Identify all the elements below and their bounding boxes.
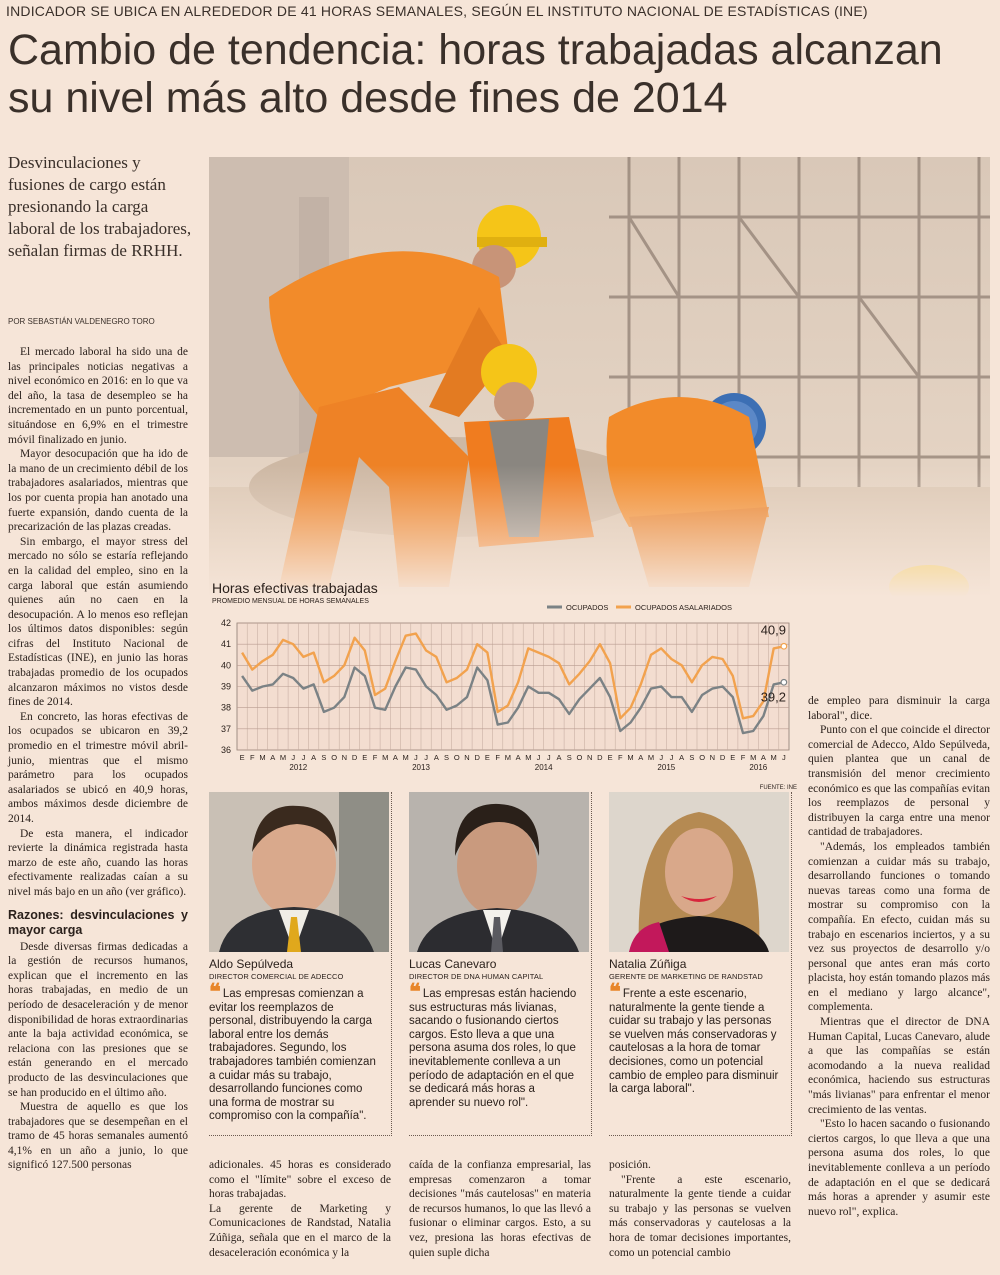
x-tick-label: D bbox=[351, 753, 358, 762]
paragraph: "Además, los empleados también comienzan a cuidar más su trabajo, desarrollando funciones o tomando nuevas tareas como una forma de mostrar su compromiso con la compañía. En efecto, cuidan más su trabajo en escenarios inciertos, y a su vez sus proyectos de desarrollo y/o personal que antes eran más corto placista, hoy están tomando plazos más en el mediano y largo alcance", complementa. bbox=[808, 840, 990, 1014]
dek: Desvinculaciones y fusiones de cargo están presionando la carga laboral de los trabajadores, señalan firmas de RRHH. bbox=[8, 153, 192, 260]
x-tick-label: A bbox=[311, 753, 317, 762]
bottom-column-2: adicionales. 45 horas es considerado como el "límite" sobre el exceso de horas trabajadas. La gerente de Marketing y Comunicaciones de Randstad, Natalia Zúñiga, señala que en el marco de la desaceleración económica y la bbox=[209, 1159, 391, 1259]
x-tick-label: S bbox=[566, 753, 572, 762]
paragraph: de empleo para disminuir la carga laboral", dice. bbox=[808, 695, 990, 722]
chart-legend bbox=[547, 603, 732, 612]
chart-plot bbox=[221, 618, 789, 772]
paragraph: Sin embargo, el mayor stress del mercado no sólo se estaría reflejando en la calidad del empleo, sino en la carga laboral que están asumiendo quienes aún no caen en la desocupación. A lo menos eso reflejan los últimos datos disponibles: según cifras del Instituto Nacional de Estadísticas (INE), en junio las horas trabajadas promedio de los ocupados alcanzaron máximos no vistos desde fines de 2014. bbox=[8, 535, 188, 709]
x-tick-label: J bbox=[291, 753, 296, 762]
paragraph: "Frente a este escenario, naturalmente la gente tiende a cuidar su trabajo y las personas se vuelven más conservadoras y cautelosas a la hora de tomar decisiones importantes, como un potencial cambio bbox=[609, 1173, 791, 1259]
x-tick-label: S bbox=[444, 753, 450, 762]
byline: POR SEBASTIÁN VALDENEGRO TORO bbox=[8, 317, 155, 326]
series-end-point bbox=[781, 679, 787, 685]
quote-name: Lucas Canevaro bbox=[409, 957, 497, 971]
bottom-column-3: caída de la confianza empresarial, las empresas comenzaron a tomar decisiones "más cautelosas" en materia de recursos humanos, lo que las llevó a fusionar o eliminar cargos. Esto, a su vez, presiona las horas efectivas de quien suple dicha bbox=[409, 1159, 591, 1259]
subhead: Razones: desvinculaciones y mayor carga bbox=[8, 907, 188, 937]
x-tick-label: M bbox=[504, 753, 512, 762]
x-tick-label: M bbox=[259, 753, 266, 762]
x-tick-label: M bbox=[770, 753, 777, 762]
person-portrait bbox=[409, 792, 589, 952]
x-tick-label: E bbox=[362, 753, 368, 762]
x-tick-label: J bbox=[659, 753, 664, 762]
paragraph: Mayor desocupación que ha ido de la mano de un crecimiento débil de los trabajadores asalariados, mientras que los por cuenta propia han anotado una fuerte expansión, dando cuenta de la precarización de las plazas creadas. bbox=[8, 448, 188, 534]
x-tick-label: A bbox=[638, 753, 644, 762]
quote-role: GERENTE DE MARKETING DE RANDSTAD bbox=[609, 972, 763, 981]
x-tick-label: S bbox=[321, 753, 327, 762]
chart-svg bbox=[209, 577, 799, 791]
x-tick-label: A bbox=[556, 753, 562, 762]
paragraph: De esta manera, el indicador revierte la dinámica registrada hasta marzo de este año, cuando las horas efectivamente realizadas caían a su nivel más bajo en un año (ver gráfico). bbox=[8, 827, 188, 898]
year-label: 2012 bbox=[289, 763, 308, 772]
x-tick-label: F bbox=[250, 753, 255, 762]
x-tick-label: F bbox=[618, 753, 623, 762]
chart-subtitle: PROMEDIO MENSUAL DE HORAS SEMANALES bbox=[212, 598, 369, 605]
bottom-column-4 bbox=[609, 1158, 791, 1260]
paragraph: En concreto, las horas efectivas de los ocupados se ubicaron en 39,2 promedio en el trimestre móvil abril-junio, mientras que el mismo parámetro para los ocupados asalariados se ubicó en 40,9 horas, ambos máximos desde diciembre de 2014. bbox=[8, 710, 188, 825]
x-tick-label: M bbox=[647, 753, 655, 762]
paragraph: Mientras que el director de DNA Human Capital, Lucas Canevaro, alude a que las compañías se están acomodando a la nueva realidad económica, haciendo sus estructuras "más livianas" para enfrentar el menor crecimiento de las ventas. bbox=[808, 1016, 990, 1116]
year-label: 2015 bbox=[657, 763, 676, 772]
series-end-point bbox=[781, 643, 787, 649]
quote-role: DIRECTOR COMERCIAL DE ADECCO bbox=[209, 972, 344, 981]
x-tick-label: N bbox=[464, 753, 470, 762]
x-tick-label: E bbox=[239, 753, 245, 762]
x-tick-label: J bbox=[669, 753, 674, 762]
x-tick-label: J bbox=[424, 753, 428, 762]
x-tick-label: N bbox=[709, 753, 716, 762]
x-tick-label: M bbox=[750, 753, 757, 762]
quote-mark-icon: ❝ bbox=[609, 979, 621, 1005]
x-tick-label: M bbox=[382, 753, 389, 762]
quote-text bbox=[409, 979, 583, 1110]
x-tick-label: N bbox=[341, 753, 348, 762]
x-tick-label: J bbox=[414, 753, 418, 762]
chart-title: Horas efectivas trabajadas bbox=[212, 580, 378, 596]
x-tick-label: O bbox=[331, 753, 338, 762]
x-tick-label: M bbox=[279, 753, 287, 762]
portrait-lucas bbox=[409, 792, 589, 952]
x-tick-label: M bbox=[627, 753, 634, 762]
y-tick-label: 37 bbox=[220, 723, 231, 734]
x-tick-label: J bbox=[782, 753, 786, 762]
quote-mark-icon: ❝ bbox=[209, 979, 221, 1005]
x-tick-label: A bbox=[270, 753, 276, 762]
x-tick-label: D bbox=[597, 753, 603, 762]
construction-workers-illustration bbox=[209, 157, 990, 597]
y-tick-label: 36 bbox=[220, 745, 231, 755]
year-label: 2014 bbox=[534, 763, 553, 772]
x-tick-label: J bbox=[301, 753, 306, 762]
paragraph: Desde diversas firmas dedicadas a la gestión de recursos humanos, explican que el incremento en las horas trabajadas, en medio de un período de desaceleración y de menor disponibilidad de horas extraordinarias ante la baja actividad económica, se relaciona con las presiones que se están generando en el mercado producto de las desvinculaciones que se han producido en el último año. bbox=[8, 940, 188, 1099]
paragraph: "Esto lo hacen sacando o fusionando ciertos cargos, lo que lleva a que una persona asuma dos roles, lo que inevitablemente conlleva a un período de adaptación en el que se dedicará más horas a aprender y asumir este nuevo rol", explica. bbox=[808, 1118, 990, 1218]
x-tick-label: A bbox=[433, 753, 439, 762]
y-tick-label: 42 bbox=[220, 618, 231, 628]
quote-text bbox=[609, 979, 783, 1097]
x-tick-label: M bbox=[402, 753, 409, 762]
portrait-natalia bbox=[609, 792, 789, 952]
x-tick-label: O bbox=[453, 753, 460, 762]
x-tick-label: E bbox=[730, 753, 736, 762]
year-label: 2013 bbox=[412, 763, 430, 772]
y-tick-label: 39 bbox=[220, 681, 231, 692]
x-tick-label: O bbox=[699, 753, 706, 762]
x-tick-label: S bbox=[689, 753, 695, 762]
quote-name: Aldo Sepúlveda bbox=[209, 957, 294, 971]
right-column bbox=[808, 694, 990, 1219]
quote-mark-icon: ❝ bbox=[409, 979, 421, 1005]
y-tick-label: 40 bbox=[220, 660, 231, 671]
end-label-ocupados: 39,2 bbox=[760, 689, 786, 705]
x-tick-label: O bbox=[576, 753, 583, 762]
x-tick-label: F bbox=[372, 753, 378, 762]
quote-box-3 bbox=[609, 792, 792, 1136]
x-tick-label: A bbox=[679, 753, 685, 762]
quote-role: DIRECTOR DE DNA HUMAN CAPITAL bbox=[409, 972, 544, 981]
x-tick-label: F bbox=[740, 753, 746, 762]
year-label: 2016 bbox=[749, 763, 768, 772]
quote-box-2 bbox=[409, 792, 592, 1136]
hours-chart bbox=[209, 577, 799, 791]
left-column bbox=[8, 345, 188, 1173]
x-tick-label: J bbox=[546, 753, 551, 762]
x-tick-label: A bbox=[760, 753, 766, 762]
paragraph: El mercado laboral ha sido una de las principales noticias negativas a nivel económico en 2016: en lo que va del año, la tasa de desempleo se ha incrementado en un punto porcentual, situándose en 6,9% en el trimestre móvil finalizado en junio. bbox=[8, 346, 188, 446]
x-tick-label: E bbox=[484, 753, 490, 762]
x-tick-label: D bbox=[474, 753, 480, 762]
x-tick-label: D bbox=[719, 753, 726, 762]
quote-text bbox=[209, 979, 383, 1124]
y-tick-label: 41 bbox=[220, 639, 231, 650]
person-portrait bbox=[609, 792, 789, 952]
chart-source: FUENTE: INE bbox=[759, 785, 797, 791]
quote-body: Las empresas están haciendo sus estructuras más livianas, sacando o fusionando ciertos cargos. Esto lleva a que una persona asuma dos roles, lo que inevitablemente conlleva a un período de adaptación en el que se dedicará más horas a aprender su nuevo rol". bbox=[409, 988, 577, 1109]
y-tick-label: 38 bbox=[220, 702, 231, 713]
x-tick-label: A bbox=[515, 753, 521, 762]
quote-name: Natalia Zúñiga bbox=[609, 957, 687, 971]
headline: Cambio de tendencia: horas trabajadas alcanzan su nivel más alto desde fines de 2014 bbox=[8, 26, 943, 122]
x-tick-label: A bbox=[392, 753, 398, 762]
paragraph: Muestra de aquello es que los trabajadores que se desempeñan en el tramo de 45 horas semanales aumentó 4,1% en un año a junio, lo que significó 127.500 personas bbox=[8, 1101, 188, 1172]
portrait-aldo bbox=[209, 792, 389, 952]
legend-label-ocupados: OCUPADOS bbox=[566, 603, 609, 612]
kicker: INDICADOR SE UBICA EN ALREDEDOR DE 41 HORAS SEMANALES, SEGÚN EL INSTITUTO NACIONAL DE ESTADÍSTICAS (INE) bbox=[6, 3, 868, 19]
end-label-asalariados: 40,9 bbox=[760, 622, 786, 638]
quote-box-1 bbox=[209, 792, 392, 1136]
paragraph: posición. bbox=[609, 1159, 651, 1171]
quote-body: Las empresas comienzan a evitar los reemplazos de personal, distribuyendo la carga laboral entre los demás trabajadores. Segundo, los trabajadores también comienzan a cuidar más su trabajo, desarrollando funciones como una forma de mostrar su compromiso con la compañía". bbox=[209, 988, 376, 1123]
legend-label-asalariados: OCUPADOS ASALARIADOS bbox=[635, 603, 732, 612]
x-tick-label: M bbox=[525, 753, 532, 762]
person-portrait bbox=[209, 792, 389, 952]
quote-body: Frente a este escenario, naturalmente la gente tiende a cuidar su trabajo y las personas se vuelven más conservadoras y cautelosas a la hora de tomar decisiones, como un potencial cambio de empleo para disminuir la carga laboral". bbox=[609, 988, 779, 1096]
x-tick-label: F bbox=[495, 753, 500, 762]
x-tick-label: E bbox=[607, 753, 613, 762]
x-tick-label: N bbox=[586, 753, 593, 762]
paragraph: Punto con el que coincide el director comercial de Adecco, Aldo Sepúlveda, quien plantea que un canal de transmisión del menor crecimiento económico es que las compañías evitan los reemplazos de personal y distribuyen la carga entre una menor cantidad de trabajadores. bbox=[808, 724, 990, 839]
x-tick-label: J bbox=[536, 753, 541, 762]
workers-photo bbox=[209, 157, 990, 597]
